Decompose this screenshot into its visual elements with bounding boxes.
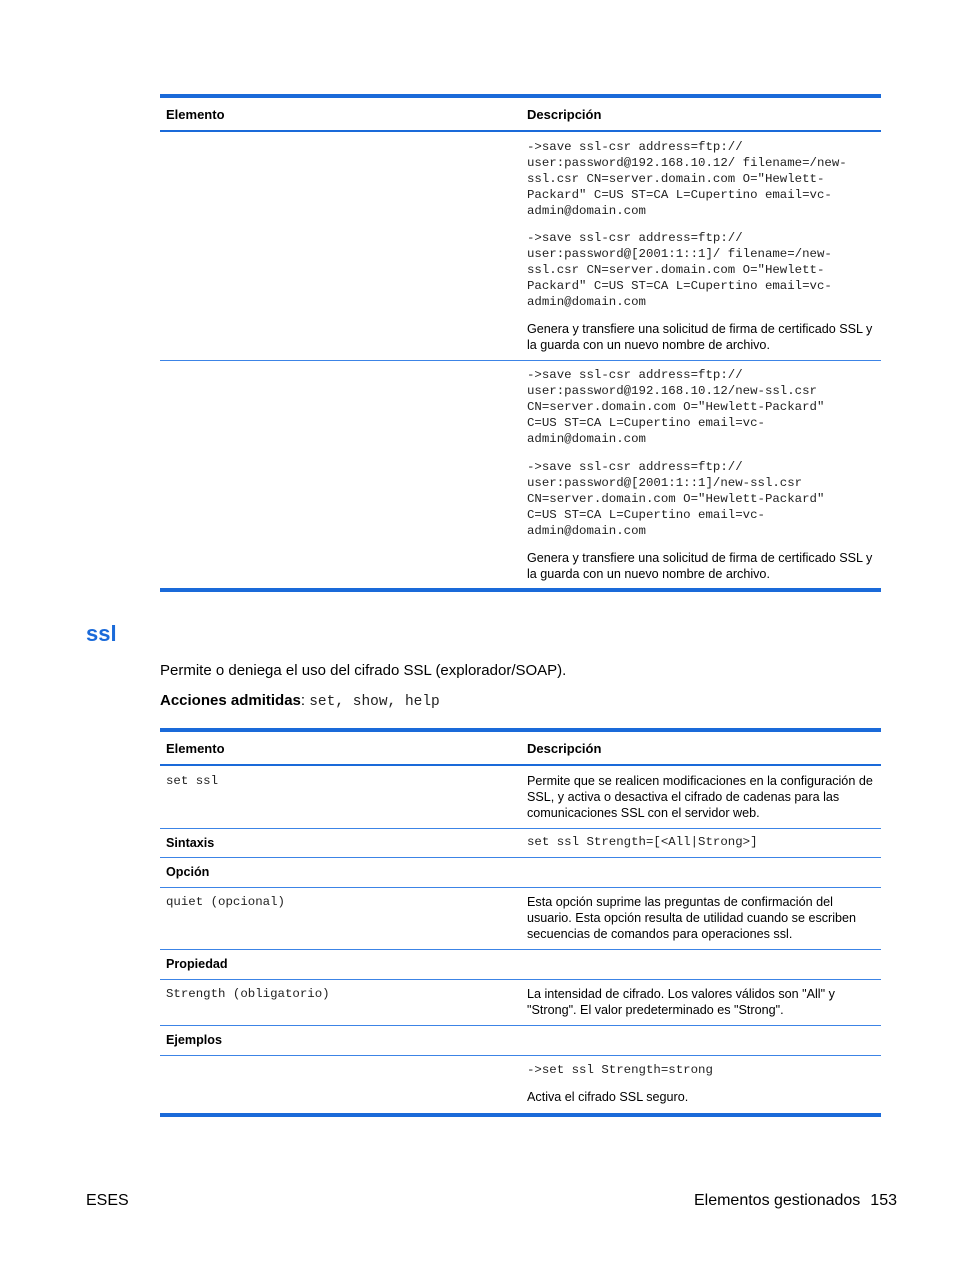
label-cell	[160, 829, 521, 858]
footer-page-info	[694, 1192, 897, 1210]
example-command: ->set ssl Strength=strong	[527, 1063, 713, 1077]
description-text: Esta opción suprime las preguntas de confirmación del usuario. Esta opción resulta de utilidad cuando se escriben secuencias de comandos para operaciones ssl.	[527, 895, 857, 941]
command-example: ->save ssl-csr address=ftp:// user:password@[2001:1::1]/ filename=/new- ssl.csr CN=server.domain.com O="Hewlett- Packard" C=US ST=CA L=Cupertino email=vc- admin@domain.com	[527, 231, 832, 309]
description-cell	[521, 765, 881, 829]
description-text: Activa el cifrado SSL seguro.	[527, 1090, 689, 1104]
element-command: Strength (obligatorio)	[166, 987, 330, 1001]
footer-locale: ESES	[86, 1192, 129, 1209]
table-row-quiet	[160, 888, 881, 950]
label-cell	[160, 858, 881, 888]
command-example: ->save ssl-csr address=ftp:// user:password@[2001:1::1]/new-ssl.csr CN=server.domain.com O="Hewlett-Packard" C=US ST=CA L=Cupertino email=vc- admin@domain.com	[527, 460, 825, 538]
element-cell	[160, 888, 521, 950]
section-title: ssl	[86, 621, 117, 646]
ssl-reference-table	[160, 728, 881, 1117]
footer-section: Elementos gestionados	[693, 1192, 861, 1209]
actions-label: Acciones admitidas	[160, 692, 301, 709]
command-example: ->save ssl-csr address=ftp:// user:password@192.168.10.12/ filename=/new- ssl.csr CN=server.domain.com O="Hewlett- Packard" C=US ST=CA L=Cupertino email=vc- admin@domain.com	[527, 140, 847, 218]
supported-actions	[160, 692, 440, 710]
actions-value: set, show, help	[309, 694, 440, 710]
table-row-examples-header	[160, 1026, 881, 1056]
element-cell	[160, 1056, 521, 1116]
examples-label: Ejemplos	[166, 1033, 222, 1047]
column-header-description: Descripción	[521, 96, 881, 131]
label-cell	[160, 950, 881, 980]
element-command: quiet (opcional)	[166, 895, 285, 909]
table-header-row	[160, 730, 881, 765]
element-cell	[160, 980, 521, 1026]
page-number: 153	[870, 1192, 897, 1209]
description-cell	[521, 131, 881, 361]
description-text: La intensidad de cifrado. Los valores válidos son "All" y "Strong". El valor predeterminado es "Strong".	[527, 987, 835, 1017]
column-header-description: Descripción	[521, 730, 881, 765]
save-ssl-csr-examples-table	[160, 94, 881, 592]
actions-separator: :	[300, 692, 310, 709]
table-row-option-header	[160, 858, 881, 888]
section-intro: Permite o deniega el uso del cifrado SSL (explorador/SOAP).	[160, 662, 567, 679]
table-row-property-header	[160, 950, 881, 980]
table-row-strength	[160, 980, 881, 1026]
column-header-element: Elemento	[160, 730, 521, 765]
element-command: set ssl	[166, 774, 219, 788]
element-cell	[160, 361, 521, 591]
description-cell	[521, 888, 881, 950]
label-cell	[160, 1026, 881, 1056]
element-cell	[160, 765, 521, 829]
table-row-set-ssl	[160, 765, 881, 829]
syntax-label: Sintaxis	[166, 836, 215, 850]
description-text: Genera y transfiere una solicitud de firma de certificado SSL y la guarda con un nuevo nombre de archivo.	[527, 551, 873, 581]
description-text: Permite que se realicen modificaciones en la configuración de SSL, y activa o desactiva el cifrado de cadenas para las comunicaciones SSL con el servidor web.	[527, 774, 873, 820]
table-row-syntax	[160, 829, 881, 858]
column-header-element: Elemento	[160, 96, 521, 131]
table-header-row	[160, 96, 881, 131]
description-cell	[521, 980, 881, 1026]
option-label: Opción	[166, 865, 210, 879]
table-row	[160, 361, 881, 591]
description-cell	[521, 361, 881, 591]
element-cell	[160, 131, 521, 361]
table-row	[160, 131, 881, 361]
syntax-command: set ssl Strength=[<All|Strong>]	[527, 835, 758, 849]
syntax-cell	[521, 829, 881, 858]
property-label: Propiedad	[166, 957, 228, 971]
command-example: ->save ssl-csr address=ftp:// user:password@192.168.10.12/new-ssl.csr CN=server.domain.com O="Hewlett-Packard" C=US ST=CA L=Cupertino email=vc- admin@domain.com	[527, 368, 825, 446]
description-cell	[521, 1056, 881, 1116]
table-row-example	[160, 1056, 881, 1116]
description-text: Genera y transfiere una solicitud de firma de certificado SSL y la guarda con un nuevo nombre de archivo.	[527, 322, 873, 352]
